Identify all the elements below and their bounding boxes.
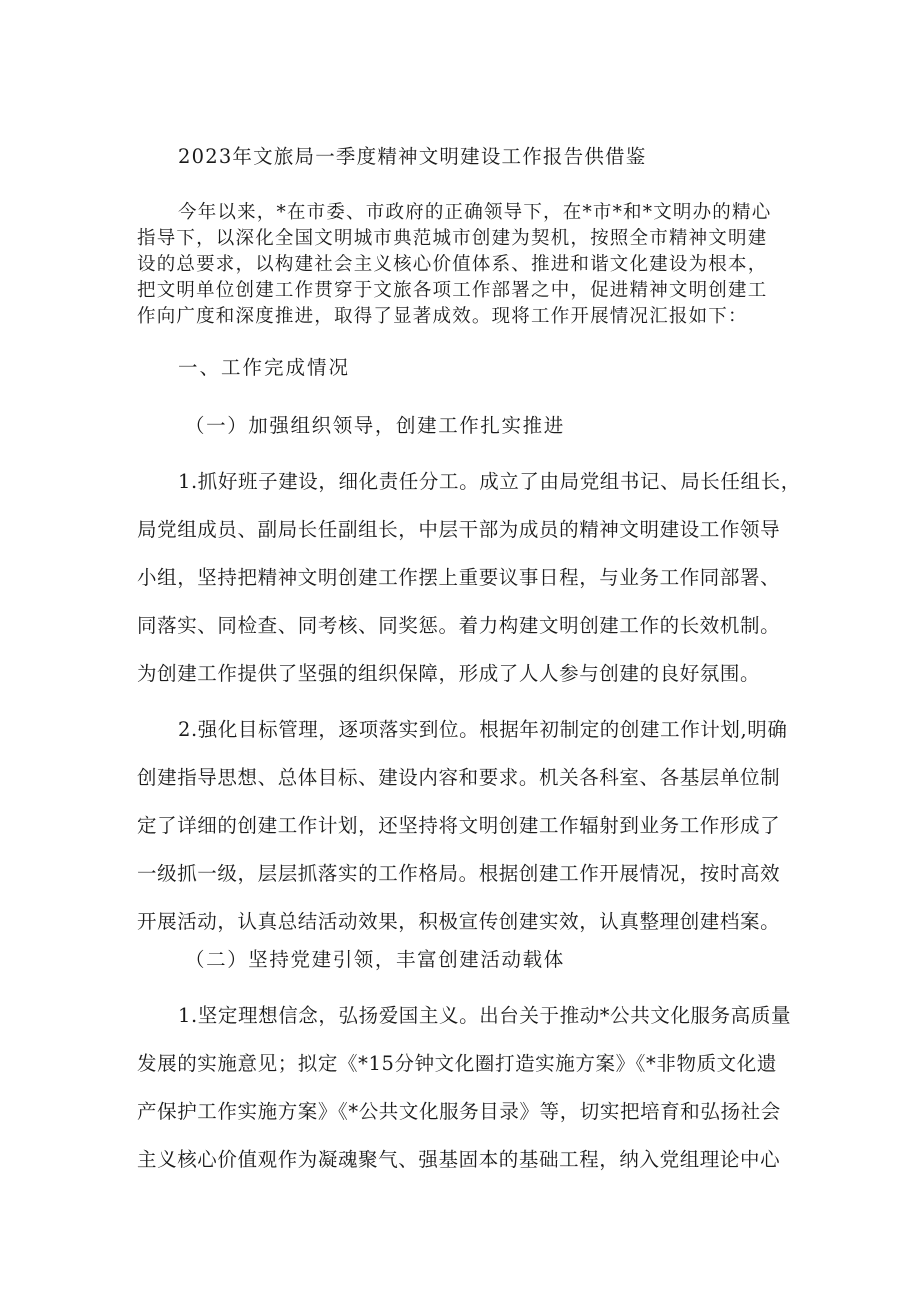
paragraph-line: 创建指导思想、总体目标、建设内容和要求。机关各科室、各基层单位制 [137, 766, 781, 789]
intro-line: 指导下，以深化全国文明城市典范城市创建为契机，按照全市精神文明建 [137, 228, 768, 249]
section-heading: 一、工作完成情况 [178, 356, 351, 379]
paragraph-line: 开展活动，认真总结活动效果，积极宣传创建实效，认真整理创建档案。 [137, 910, 781, 933]
paragraph-line: 局党组成员、副局长任副组长，中层干部为成员的精神文明建设工作领导 [137, 518, 781, 541]
intro-line: 设的总要求，以构建社会主义核心价值体系、推进和谐文化建设为根本， [137, 254, 768, 275]
paragraph-line: 产保护工作实施方案》《*公共文化服务目录》等，切实把培育和弘扬社会 [137, 1100, 781, 1123]
paragraph-line: 主义核心价值观作为凝魂聚气、强基固本的基础工程，纳入党组理论中心 [137, 1148, 781, 1171]
intro-line: 今年以来，*在市委、市政府的正确领导下，在*市*和*文明办的精心 [178, 202, 772, 223]
paragraph-line: 1.坚定理想信念，弘扬爱国主义。出台关于推动*公共文化服务高质量 [178, 1004, 792, 1027]
intro-line: 把文明单位创建工作贯穿于文旅各项工作部署之中，促进精神文明创建工 [137, 280, 768, 301]
paragraph-line: 同落实、同检查、同考核、同奖惩。着力构建文明创建工作的长效机制。 [137, 614, 781, 637]
document-title: 2023年文旅局一季度精神文明建设工作报告供借鉴 [178, 145, 647, 168]
paragraph-line: 1.抓好班子建设，细化责任分工。成立了由局党组书记、局长任组长， [178, 470, 801, 493]
paragraph-line: 2.强化目标管理，逐项落实到位。根据年初制定的创建工作计划,明确 [178, 718, 788, 741]
paragraph-line: 小组，坚持把精神文明创建工作摆上重要议事日程，与业务工作同部署、 [137, 566, 781, 589]
paragraph-line: 发展的实施意见；拟定《*15分钟文化圈打造实施方案》《*非物质文化遗 [137, 1052, 777, 1075]
subsection-heading: （二）坚持党建引领，丰富创建活动载体 [185, 948, 565, 971]
paragraph-line: 定了详细的创建工作计划，还坚持将文明创建工作辐射到业务工作形成了 [137, 814, 781, 837]
paragraph-line: 为创建工作提供了坚强的组织保障，形成了人人参与创建的良好氛围。 [137, 662, 761, 685]
intro-line: 作向广度和深度推进，取得了显著成效。现将工作开展情况汇报如下： [137, 306, 748, 327]
paragraph-line: 一级抓一级，层层抓落实的工作格局。根据创建工作开展情况，按时高效 [137, 862, 781, 885]
subsection-heading: （一）加强组织领导，创建工作扎实推进 [185, 414, 565, 437]
